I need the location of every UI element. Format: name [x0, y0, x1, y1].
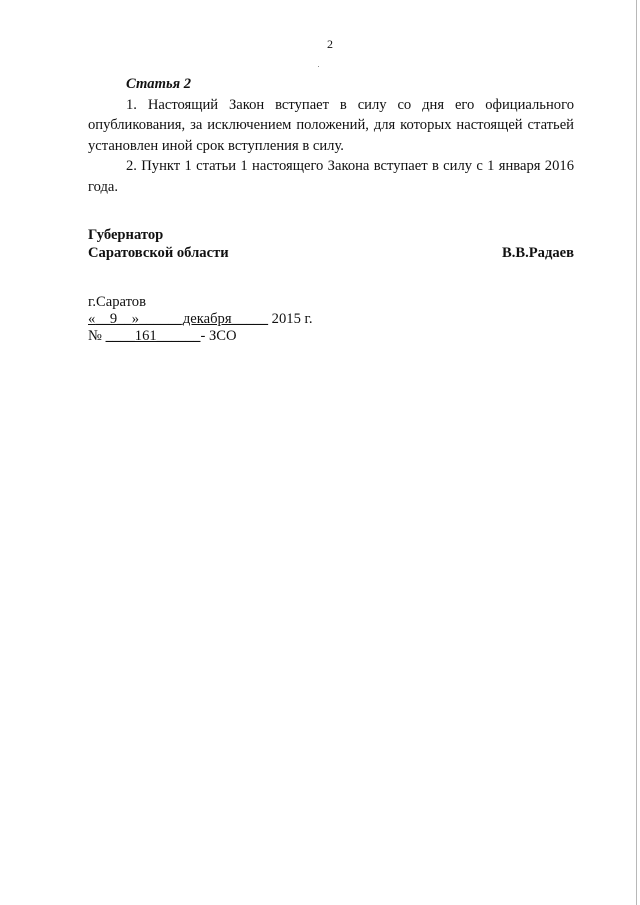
date-line — [88, 311, 313, 328]
article-2 — [88, 74, 574, 197]
day-open-quote: « — [88, 311, 96, 327]
signature-position-line2: Саратовской области — [88, 245, 229, 261]
scan-speck — [318, 66, 319, 67]
signature-block — [88, 226, 574, 262]
article-paragraph-1: 1. Настоящий Закон вступает в силу со дня его официального опубликования, за исключением положений, для которых настоящей статьей установлен иной срок вступления в силу. — [88, 96, 574, 154]
article-paragraph-2: 2. Пункт 1 статьи 1 настоящего Закона вступает в силу с 1 января 2016 года. — [88, 158, 574, 195]
number-suffix: - ЗСО — [200, 328, 237, 344]
law-number: ____161______ — [105, 328, 201, 344]
date-day: __9__ — [95, 311, 132, 327]
day-close-quote: » — [131, 311, 140, 327]
number-prefix: № — [88, 328, 106, 344]
page-number: 2 — [327, 37, 333, 51]
place-date-block — [88, 294, 313, 345]
signature-row — [88, 244, 574, 262]
signature-position-line1: Губернатор — [88, 227, 164, 243]
signature-name: В.В.Радаев — [501, 245, 574, 261]
page-edge — [636, 0, 637, 905]
date-month: ______декабря_____ — [139, 311, 269, 327]
city: г.Саратов — [88, 294, 146, 310]
date-year: 2015 г. — [268, 311, 313, 327]
number-line — [88, 328, 313, 345]
article-title: Статья 2 — [126, 76, 192, 92]
